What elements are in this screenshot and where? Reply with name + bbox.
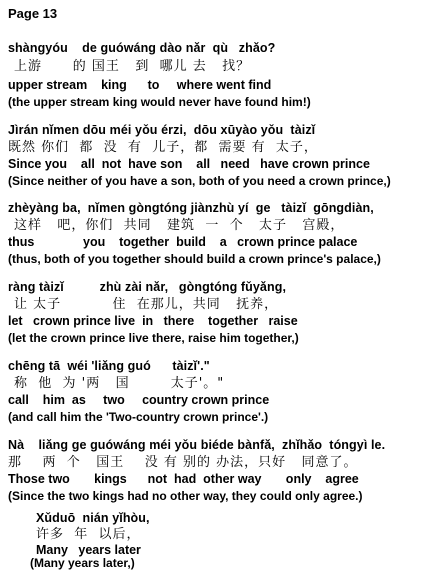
- pinyin-line: shàngyóu de guówáng dào nǎr qù zhǎo?: [8, 41, 276, 55]
- hanzi-line: 许多 年 以后，: [36, 527, 141, 542]
- pinyin-line: chēng tā wéi 'liǎng guó tàizǐ'.": [8, 359, 210, 373]
- gloss-line: Those two kings not had other way only agree: [8, 472, 359, 486]
- gloss-line: thus you together build a crown prince palace: [8, 235, 358, 249]
- gloss-line: let crown prince live in there together raise: [8, 314, 298, 328]
- translation-line: (the upper stream king would never have found him!): [8, 95, 311, 109]
- hanzi-line: 称 他 为 '两 国 太子'。": [14, 376, 225, 391]
- gloss-line: call him as two country crown prince: [8, 393, 270, 407]
- translation-line: (and call him the 'Two-country crown prince'.): [8, 410, 269, 424]
- page-number: Page 13: [8, 6, 58, 21]
- pinyin-line: Nà liǎng ge guówáng méi yǒu biéde bànfǎ, zhǐhǎo tóngyì le.: [8, 438, 386, 452]
- hanzi-line: 让 太子 住 在那儿，共同 抚养，: [14, 297, 279, 312]
- gloss-line: upper stream king to where went find: [8, 78, 272, 92]
- pinyin-line: ràng tàizǐ zhù zài nǎr, gòngtóng fǔyǎng,: [8, 280, 287, 294]
- hanzi-line: 上游 的 国王 到 哪儿 去 找？: [14, 59, 251, 74]
- translation-line: (Since neither of you have a son, both of you need a crown prince,): [8, 174, 391, 188]
- gloss-line: Since you all not have son all need have crown prince: [8, 157, 370, 171]
- translation-line: (Many years later,): [30, 556, 135, 570]
- translation-line: (thus, both of you together should build a crown prince's palace,): [8, 252, 381, 266]
- pinyin-line: zhèyàng ba, nǐmen gòngtóng jiànzhù yí ge tàizǐ gōngdiàn,: [8, 201, 374, 215]
- pinyin-line: Jìrán nǐmen dōu méi yǒu érzi, dōu xūyào yǒu tàizǐ: [8, 123, 316, 137]
- gloss-line: Many years later: [36, 543, 141, 557]
- translation-line: (Since the two kings had no other way, they could only agree.): [8, 489, 363, 503]
- pinyin-line: Xǔduō nián yǐhòu,: [36, 511, 150, 525]
- hanzi-line: 这样 吧，你们 共同 建筑 一 个 太子 宫殿，: [14, 218, 345, 233]
- translation-line: (let the crown prince live there, raise him together,): [8, 331, 299, 345]
- hanzi-line: 既然 你们 都 没 有 儿子，都 需要 有 太子，: [8, 140, 318, 155]
- hanzi-line: 那 两 个 国王 没 有 别的 办法，只好 同意了。: [8, 455, 358, 470]
